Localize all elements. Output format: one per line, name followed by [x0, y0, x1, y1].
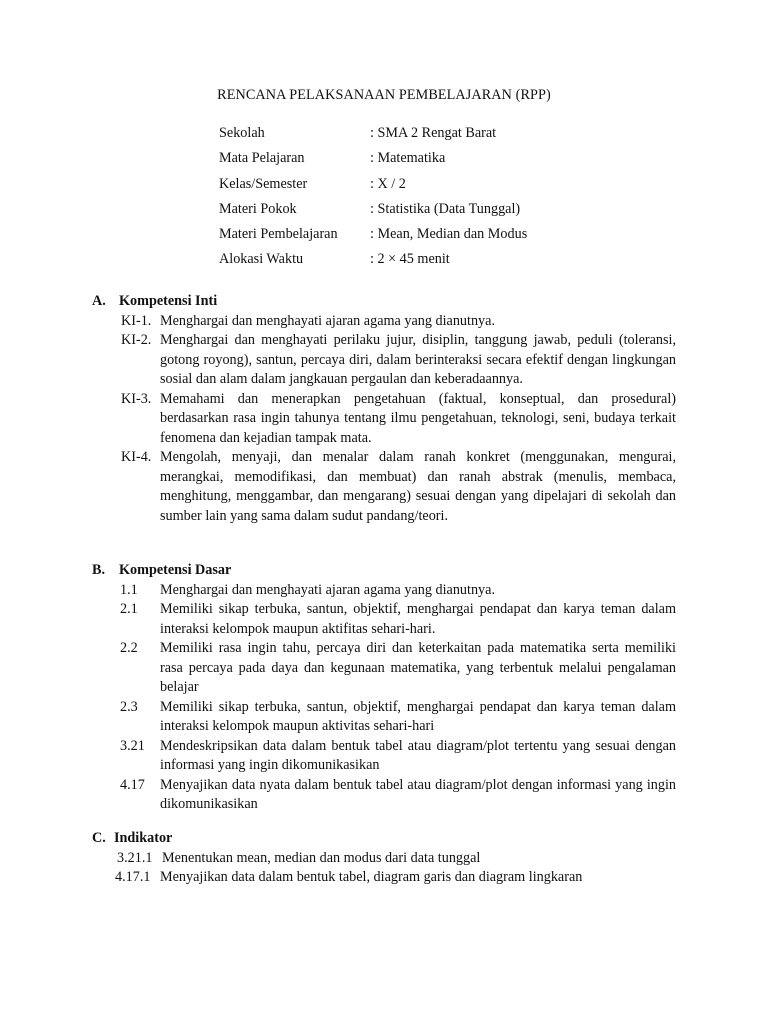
list-item [92, 776, 676, 815]
list-item [92, 868, 676, 888]
info-label: Alokasi Waktu [219, 251, 304, 268]
item-number: KI-2. [121, 332, 152, 348]
section-title: Kompetensi Inti [119, 293, 218, 309]
section-title: Kompetensi Dasar [119, 562, 232, 578]
item-number: KI-1. [121, 312, 152, 329]
list-item [92, 448, 676, 526]
info-value: : Matematika [370, 150, 446, 167]
item-text: Menentukan mean, median dan modus dari data tunggal [162, 849, 481, 866]
section-title: Indikator [114, 830, 173, 846]
item-text: Menghargai dan menghayati perilaku jujur, disiplin, tanggung jawab, peduli (toleransi, gotong royong), santun, percaya diri, dalam berinteraksi secara efektif dengan lingkungan sosial dan alam dalam jangkauan pergaulan dan keberadaannya. [160, 332, 676, 387]
item-text: Menyajikan data nyata dalam bentuk tabel atau diagram/plot dengan informasi yang ingin dikomunikasikan [160, 776, 676, 812]
item-number: 3.21 [120, 737, 145, 754]
section-heading [92, 561, 676, 581]
list-item [92, 600, 676, 639]
info-row-sekolah [219, 124, 639, 149]
item-text: Menghargai dan menghayati ajaran agama yang dianutnya. [160, 581, 495, 598]
document-title: RENCANA PELAKSANAAN PEMBELAJARAN (RPP) [217, 87, 551, 103]
info-value: : SMA 2 Rengat Barat [370, 125, 497, 141]
info-label: Kelas/Semester [219, 175, 308, 192]
info-label: Materi Pembelajaran [219, 226, 338, 243]
item-number: 2.2 [120, 640, 138, 656]
section-kompetensi-dasar [92, 561, 676, 815]
list-item [92, 737, 676, 776]
item-number: KI-3. [121, 390, 152, 407]
item-text: Menghargai dan menghayati ajaran agama yang dianutnya. [160, 312, 495, 329]
item-text: Menyajikan data dalam bentuk tabel, diagram garis dan diagram lingkaran [160, 869, 583, 885]
section-kompetensi-inti [92, 292, 676, 526]
info-row-materi-pembelajaran [219, 225, 639, 250]
item-number: 4.17 [120, 776, 145, 793]
item-text: Memiliki sikap terbuka, santun, objektif, menghargai pendapat dan karya teman dalam interaksi kelompok maupun aktifitas sehari-hari. [160, 601, 676, 637]
info-value: : 2 × 45 menit [370, 251, 450, 268]
info-value: : Mean, Median dan Modus [370, 226, 528, 243]
info-table [219, 124, 639, 276]
section-letter: B. [92, 562, 106, 578]
list-item [92, 331, 676, 390]
item-number: 1.1 [120, 581, 138, 598]
item-text: Memiliki sikap terbuka, santun, objektif, menghargai pendapat dan karya teman dalam interaksi kelompok maupun aktivitas sehari-hari [160, 698, 676, 734]
list-item [92, 849, 676, 869]
list-item [92, 639, 676, 698]
item-text: Mendeskripsikan data dalam bentuk tabel atau diagram/plot tertentu yang sesuai dengan informasi yang ingin dikomunikasikan [160, 737, 676, 773]
section-letter: A. [92, 293, 106, 309]
info-row-mata-pelajaran [219, 149, 639, 174]
list-item [92, 390, 676, 449]
info-label: Sekolah [219, 125, 265, 141]
item-number: 2.1 [120, 601, 138, 617]
item-text: Memahami dan menerapkan pengetahuan (faktual, konseptual, dan prosedural) berdasarkan rasa ingin tahunya tentang ilmu pengetahuan, teknologi, seni, budaya terkait fenomena dan kejadian tampak mata. [160, 390, 676, 446]
item-number: 4.17.1 [115, 869, 151, 885]
info-row-kelas-semester [219, 175, 639, 200]
info-label: Materi Pokok [219, 200, 297, 217]
info-value: : Statistika (Data Tunggal) [370, 200, 521, 217]
section-letter: C. [92, 830, 106, 846]
section-heading [92, 292, 676, 312]
info-row-materi-pokok [219, 200, 639, 225]
info-label: Mata Pelajaran [219, 150, 305, 167]
list-item [92, 581, 676, 601]
section-indikator [92, 829, 676, 888]
item-text: Mengolah, menyaji, dan menalar dalam ranah konkret (menggunakan, mengurai, merangkai, memodifikasi, dan membuat) dan ranah abstrak (menulis, membaca, menghitung, menggambar, dan mengarang) sesuai dengan yang dipelajari di sekolah dan sumber lain yang sama dalam sudut pandang/teori. [160, 449, 676, 524]
list-item [92, 312, 676, 332]
item-text: Memiliki rasa ingin tahu, percaya diri dan keterkaitan pada matematika serta memiliki rasa percaya pada daya dan kegunaan matematika, yang terbentuk melalui pengalaman belajar [160, 640, 676, 695]
list-item [92, 698, 676, 737]
item-number: 2.3 [120, 698, 138, 715]
item-number: KI-4. [121, 449, 152, 465]
info-value: : X / 2 [370, 175, 406, 192]
info-row-alokasi-waktu [219, 250, 639, 275]
item-number: 3.21.1 [117, 849, 153, 866]
section-heading [92, 829, 676, 849]
